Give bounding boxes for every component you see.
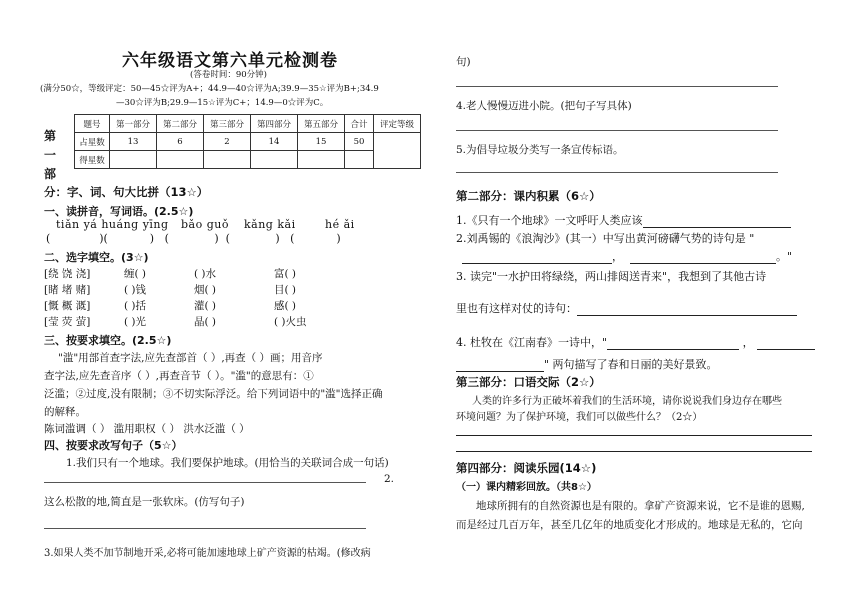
q4-title: 四、按要求改写句子（5☆） — [44, 439, 183, 452]
part3-text-2: 环境问题？为了保护环境，我们可以做些什么？（2☆） — [456, 412, 703, 423]
score-table-row — [75, 151, 421, 169]
q2-blank[interactable]: ( )光 — [124, 316, 147, 328]
grading-rule-line-1: (满分50☆，等级评定：50—45☆评为A+；44.9—40☆评为A;39.9—35☆评为B+;34.9 — [40, 84, 379, 94]
answer-line[interactable] — [456, 130, 778, 131]
q3-text-line-4: 的解释。 — [44, 406, 86, 418]
table-header-cell: 第一部分 — [110, 115, 157, 133]
q2-title: 二、选字填空。(3☆) — [44, 251, 149, 264]
table-cell[interactable] — [345, 151, 374, 169]
part2-heading: 第二部分：课内积累（6☆） — [456, 189, 601, 203]
answer-blank[interactable] — [757, 337, 815, 350]
answer-line[interactable] — [44, 528, 366, 529]
part2-q2-blanks — [462, 248, 792, 264]
q2-options: [慨 概 溉] — [44, 300, 91, 312]
table-cell: 15 — [298, 133, 345, 151]
q3-text-line-2: 查字法,应先查音序（ ）,再查音节（ ）。"滥"的意思有：① — [44, 370, 314, 382]
answer-line[interactable] — [44, 482, 366, 483]
q2-options: [莹 荧 萤] — [44, 316, 91, 328]
table-header-cell: 第四部分 — [251, 115, 298, 133]
answer-blank[interactable] — [577, 303, 797, 316]
part1-heading: 分：字、词、句大比拼（13☆） — [44, 185, 209, 199]
table-cell: 14 — [251, 133, 298, 151]
score-table-header-row — [75, 115, 421, 133]
q2-blank[interactable]: 感( ) — [274, 300, 297, 312]
table-header-cell: 题号 — [75, 115, 110, 133]
exam-time: (答卷时间：90分钟) — [190, 70, 267, 80]
table-cell[interactable] — [298, 151, 345, 169]
table-header-cell: 第五部分 — [298, 115, 345, 133]
answer-blank[interactable] — [462, 251, 612, 264]
table-cell: 13 — [110, 133, 157, 151]
answer-line[interactable] — [456, 451, 812, 452]
table-header-cell: 第三部分 — [204, 115, 251, 133]
q3-word-choices[interactable]: 陈词滥调（ ） 滥用职权（ ） 洪水泛滥（ ） — [44, 423, 250, 435]
q2-blank[interactable]: 缠( ) — [124, 268, 147, 280]
reading-passage-line-1: 地球所拥有的自然资源也是有限的。拿矿产资源来说，它不是谁的恩赐, — [476, 500, 805, 512]
pinyin-1: tiǎn yá huáng yīng — [56, 218, 169, 231]
table-header-cell: 第二部分 — [157, 115, 204, 133]
part2-q2-text: 2.刘禹锡的《浪淘沙》(其一）中写出黄河磅礴气势的诗句是 " — [456, 232, 755, 245]
table-cell: 得星数 — [75, 151, 110, 169]
pinyin-4: hé ǎi — [325, 218, 355, 231]
q3-text-line-1: "滥"用部首查字法,应先查部首（ ）,再查（ ）画；用音序 — [58, 352, 323, 364]
part4-heading: 第四部分：阅读乐园(14☆) — [456, 461, 597, 475]
closing-quote-text: 。" — [776, 250, 793, 263]
part2-q4-line-1 — [456, 334, 815, 350]
table-cell-grade[interactable] — [374, 133, 421, 169]
grading-rule-line-2: —30☆评为B;29.9—15☆评为C+；14.9—0☆评为C。 — [116, 98, 329, 108]
q4-item-4: 4.老人慢慢迈进小院。(把句子写具体) — [456, 100, 632, 112]
part4-subheading: （一）课内精彩回放。（共8☆） — [456, 482, 597, 493]
table-header-cell: 评定等级 — [374, 115, 421, 133]
part3-heading: 第三部分：口语交际（2☆） — [456, 375, 601, 389]
answer-blank[interactable] — [456, 359, 544, 372]
answer-line[interactable] — [456, 86, 778, 87]
comma-text: ， — [742, 336, 754, 349]
q4-item-2: 这么松散的地,简直是一张软床。(仿写句子) — [44, 496, 245, 508]
q2-options: [绕 饶 浇] — [44, 268, 91, 280]
part2-q1-text: 1.《只有一个地球》一文呼吁人类应该 — [456, 214, 643, 227]
part2-q4-text-2: " 两句描写了春和日丽的美好景致。 — [544, 358, 718, 371]
q2-blank[interactable]: 富( ) — [274, 268, 297, 280]
answer-blank[interactable] — [630, 251, 776, 264]
table-cell: 50 — [345, 133, 374, 151]
q4-item-3-continued: 句) — [456, 56, 471, 68]
reading-passage-line-2: 而是经过几百万年，甚至几亿年的地质变化才形成的。地球是无私的，它向 — [456, 519, 803, 531]
q2-blank[interactable]: 烟( ) — [194, 284, 217, 296]
pinyin-answer-brackets[interactable]: ( )( ) ( ) ( ) ( ) — [46, 232, 341, 245]
score-table-row — [75, 133, 421, 151]
table-cell[interactable] — [251, 151, 298, 169]
table-cell[interactable] — [204, 151, 251, 169]
part2-q3-text-2: 里也有这样对仗的诗句： — [456, 302, 577, 315]
answer-blank[interactable] — [643, 215, 791, 228]
q3-text-line-3: 泛滥；②过度,没有限制；③不切实际浮泛。给下列词语中的"滥"选择正确 — [44, 388, 383, 400]
q2-blank[interactable]: 晶( ) — [194, 316, 217, 328]
table-header-cell: 合计 — [345, 115, 374, 133]
answer-line[interactable] — [456, 435, 812, 436]
part2-q4-text-1: 4. 杜牧在《江南春》一诗中，" — [456, 336, 608, 349]
q2-blank[interactable]: ( )钱 — [124, 284, 147, 296]
score-table — [74, 114, 421, 169]
part2-q1 — [456, 212, 791, 228]
q2-blank[interactable]: ( )括 — [124, 300, 147, 312]
table-cell: 占星数 — [75, 133, 110, 151]
answer-blank[interactable] — [607, 337, 739, 350]
table-cell: 2 — [204, 133, 251, 151]
part1-side-char-3: 部 — [44, 167, 57, 181]
comma-text: ， — [612, 250, 623, 263]
q2-blank[interactable]: 目( ) — [274, 284, 297, 296]
q2-blank[interactable]: ( )火虫 — [274, 316, 307, 328]
q4-item-5: 5.为倡导垃圾分类写一条宣传标语。 — [456, 144, 624, 156]
q1-title: 一、读拼音，写词语。(2.5☆) — [44, 205, 194, 218]
part3-text-1: 人类的许多行为正破坏着我们的生活环境，请你说说我们身边存在哪些 — [472, 396, 782, 407]
q4-item-2-number: 2. — [384, 473, 395, 485]
answer-line[interactable] — [456, 172, 778, 173]
table-cell[interactable] — [157, 151, 204, 169]
table-cell: 6 — [157, 133, 204, 151]
q4-item-1: 1.我们只有一个地球。我们要保护地球。(用恰当的关联词合成一句话) — [66, 457, 389, 469]
q2-blank[interactable]: 灌( ) — [194, 300, 217, 312]
part2-q3-text-1: 3. 读完"一水护田将绿绕，两山排闼送青来"，我想到了其他古诗 — [456, 270, 767, 283]
q4-item-3: 3.如果人类不加节制地开采,必将可能加速地球上矿产资源的枯竭。(修改病 — [44, 548, 371, 559]
part2-q4-line-2 — [456, 356, 718, 372]
part2-q3-line — [456, 300, 797, 316]
part1-side-char-1: 第 — [44, 129, 57, 143]
q2-blank[interactable]: ( )水 — [194, 268, 217, 280]
page-title: 六年级语文第六单元检测卷 — [122, 51, 338, 71]
pinyin-3: kǎng kǎi — [244, 218, 296, 231]
q2-options: [睹 堵 赌] — [44, 284, 91, 296]
pinyin-2: bǎo guǒ — [181, 218, 229, 231]
table-cell[interactable] — [110, 151, 157, 169]
part1-side-char-2: 一 — [44, 148, 57, 162]
q3-title: 三、按要求填空。(2.5☆) — [44, 334, 172, 347]
